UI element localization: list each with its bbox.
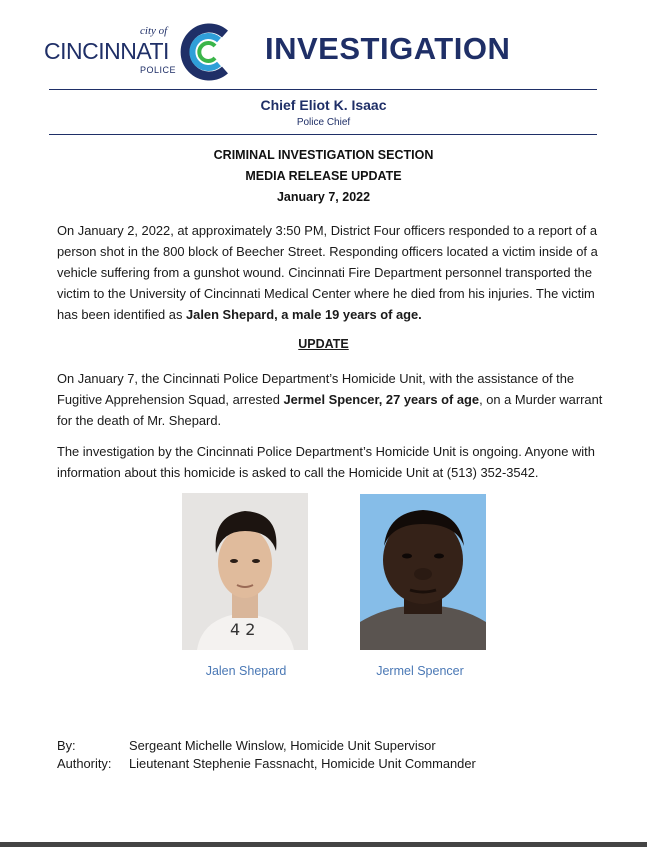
page-bottom-edge (0, 842, 647, 847)
page-title: INVESTIGATION (265, 31, 511, 66)
header-divider-bottom (49, 134, 597, 135)
by-value: Sergeant Michelle Winslow, Homicide Unit Supervisor (129, 738, 436, 753)
arrest-text-a: On January 7, the Cincinnati Police Department’s Homicide Unit, with the assistance of the Fugitive Apprehension Squad, arrested (57, 371, 575, 407)
update-heading: UPDATE (298, 337, 349, 351)
svg-text:4 2: 4 2 (230, 620, 256, 639)
contact-paragraph: The investigation by the Cincinnati Police Department’s Homicide Unit is ongoing. Anyone with information about this homicide is asked to call the Homicide Unit at (513) 352-3542. (57, 444, 595, 480)
victim-identity: Jalen Shepard, a male 19 years of age. (186, 307, 422, 322)
incident-text: On January 2, 2022, at approximately 3:50 PM, District Four officers responded to a report of a person shot in the 800 block of Beecher Street. Responding officers located a victim inside of a vehicle suffering from a gunshot wound. Cincinnati Fire Department personnel transported the victim to the University of Cincinnati Medical Center where he died from his injuries. The victim has been identified as (57, 223, 598, 322)
suspect-caption: Jermel Spencer (376, 664, 464, 678)
chief-name: Chief Eliot K. Isaac (260, 97, 387, 113)
logo-wordmark: CINCINNATI (44, 38, 169, 64)
by-label: By: (57, 738, 76, 753)
arrest-text-b: , on a Murder warrant for the death of Mr. Shepard. (57, 392, 603, 428)
release-type: MEDIA RELEASE UPDATE (245, 169, 402, 183)
cincinnati-c-logo-icon (175, 22, 237, 82)
logo-police-text: POLICE (140, 65, 177, 75)
suspect-photo (360, 494, 486, 650)
logo-city-of-text: city of (140, 25, 168, 37)
release-date: January 7, 2022 (276, 190, 371, 204)
authority-value: Lieutenant Stephenie Fassnacht, Homicide Unit Commander (129, 756, 476, 771)
incident-paragraph (57, 220, 612, 325)
chief-title: Police Chief (296, 117, 351, 128)
victim-caption: Jalen Shepard (205, 664, 287, 678)
arrest-paragraph (57, 368, 612, 431)
suspect-identity: Jermel Spencer, 27 years of age (283, 392, 480, 407)
authority-label: Authority: (57, 756, 112, 771)
header-divider-top (49, 89, 597, 90)
section-title: CRIMINAL INVESTIGATION SECTION (213, 148, 434, 162)
victim-photo (182, 493, 308, 650)
cincinnati-police-logo (44, 20, 234, 80)
